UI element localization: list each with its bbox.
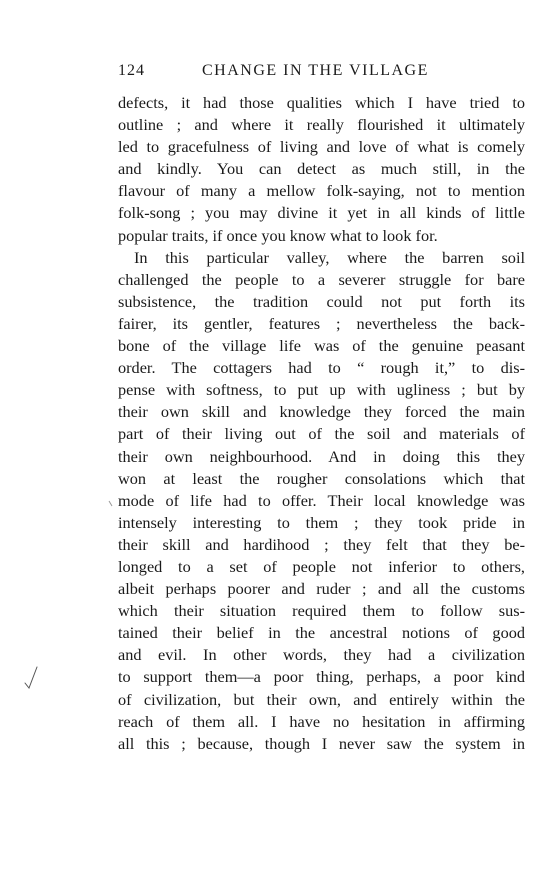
text-line: of civilization, but their own, and entirely within the [118, 689, 525, 709]
body-text [118, 92, 525, 755]
text-line: tained their belief in the ancestral notions of good [118, 623, 525, 643]
text-line: albeit perhaps poorer and ruder ; and all the customs [118, 579, 525, 599]
text-line: longed to a set of people not inferior to others, [118, 556, 525, 576]
text-line: bone of the village life was of the genuine peasant [118, 336, 525, 356]
text-line: flavour of many a mellow folk-saying, not to mention [118, 181, 525, 201]
text-line: defects, it had those qualities which I have tried to [118, 93, 525, 112]
running-head: CHANGE IN THE VILLAGE [202, 62, 429, 79]
text-line: which their situation required them to follow sus- [118, 601, 525, 621]
text-line: all this ; because, though I never saw the system in [118, 733, 525, 753]
text-line: their skill and hardihood ; they felt that they be- [118, 534, 525, 554]
text-line: pense with softness, to put up with ugliness ; but by [118, 380, 525, 400]
text-line: In this particular valley, where the barren soil [134, 247, 525, 267]
text-line: and kindly. You can detect as much still, in the [118, 159, 525, 179]
text-line: fairer, its gentler, features ; nevertheless the back- [118, 313, 525, 333]
text-line: their own neighbourhood. And in doing this they [118, 446, 525, 466]
page-header [118, 62, 448, 84]
text-line: reach of them all. I have no hesitation in affirming [118, 711, 525, 731]
text-line: their own skill and knowledge they forced the main [118, 402, 525, 422]
page-number: 124 [118, 62, 145, 79]
text-line: and evil. In other words, they had a civilization [118, 645, 525, 665]
text-line: to support them—a poor thing, perhaps, a poor kind [118, 667, 525, 687]
text-line: intensely interesting to them ; they took pride in [118, 512, 525, 532]
text-line: part of their living out of the soil and materials of [118, 424, 525, 444]
pencil-check-mark [24, 665, 38, 691]
pencil-tick-mark [108, 500, 114, 508]
text-line: won at least the rougher consolations which that [118, 468, 525, 488]
text-line: mode of life had to offer. Their local knowledge was [118, 490, 525, 510]
text-line: challenged the people to a severer struggle for bare [118, 269, 525, 289]
text-line: folk-song ; you may divine it yet in all kinds of little [118, 203, 525, 223]
text-line: subsistence, the tradition could not put forth its [118, 291, 525, 311]
text-line: outline ; and where it really flourished it ultimately [118, 115, 525, 135]
text-line: order. The cottagers had to “ rough it,” to dis- [118, 358, 525, 378]
text-line: popular traits, if once you know what to look for. [118, 225, 438, 245]
text-line: led to gracefulness of living and love of what is comely [118, 137, 525, 157]
